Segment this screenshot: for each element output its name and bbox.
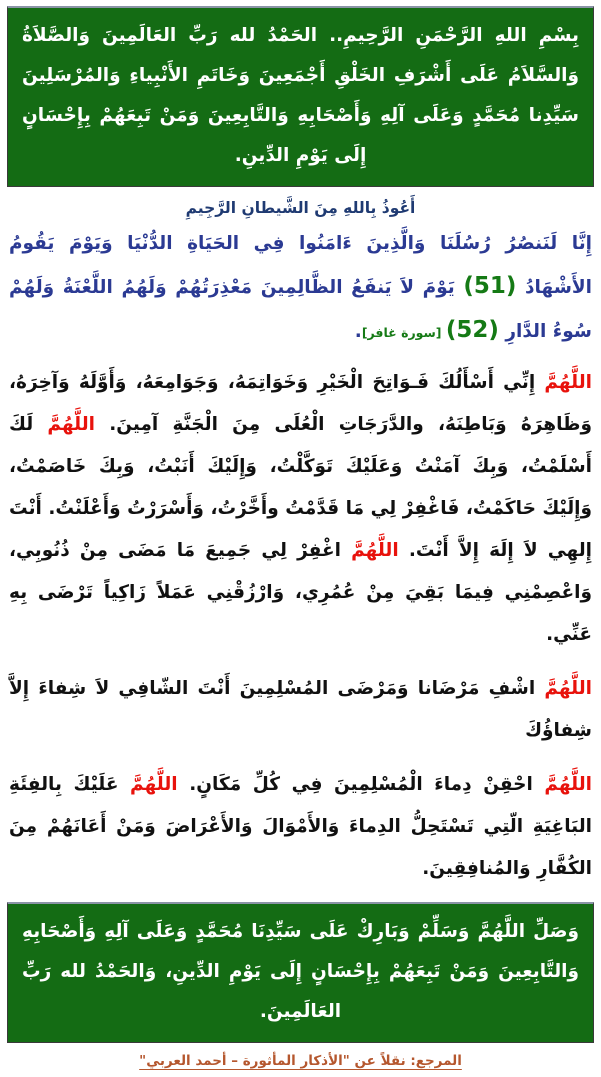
dua-text: اغْفِرْ لِي جَمِيعَ مَا مَضَى مِنْ ذُنُوبِي، وَاعْصِمْنِي فِيمَا بَقِيَ مِنْ عُمُرِي، وَارْزُقْنِي عَمَلاً زَاكِياً تَرْضَى بِهِ عَنِّي. [9, 540, 592, 645]
dua-text: عَلَيْكَ بِالفِئَةِ البَاغِيَةِ الّتِي تَسْتَحِلُّ الدِماءَ وَالأَمْوَالَ وَالأَعْرَاضَ وَمَنْ أَعَانَهُمْ مِنَ الكُفَّارِ وَالمُنافِقِينَ. [9, 774, 592, 879]
allahumma-word: اللَّهُمَّ [33, 414, 95, 435]
source-attribution: المرجع: نقلاً عن "الأذكار المأثورة – أحمد العربي" [139, 1053, 462, 1069]
salawat-closing-text: وَصَلِّ اللَّهُمَّ وَسَلِّمْ وَبَارِكْ عَلَى سَيِّدِنَا مُحَمَّدٍ وَعَلَى آلِهِ وَأَصْحَابِهِ وَالتَّابِعِينَ وَمَنْ تَبِعَهُمْ بِإِحْسَانٍ إِلَى يَوْمِ الدِّينِ، وَالحَمْدُ لله رَبِّ العَالَمِينَ. [22, 921, 579, 1022]
ayah-number-51: (51) [463, 273, 517, 299]
dua-paragraph-shifa [9, 668, 592, 752]
allahumma-word: اللَّهُمَّ [118, 774, 178, 795]
dua-text: إِنِّي أَسْأَلُكَ فَـوَاتِحَ الْخَيْرِ وَخَوَاتِمَهُ، وَجَوَامِعَهُ، وَأَوَّلَهُ وَآخِرَهُ، وَظَاهِرَهُ وَبَاطِنَهُ، والدَّرَجَاتِ الْعُلَى مِنَ الْجَنَّةِ آمِينَ. [9, 372, 592, 435]
verse-end-period: . [354, 321, 362, 342]
dua-paragraph-openings [9, 362, 592, 656]
allahumma-word: اللَّهُمَّ [532, 774, 592, 795]
verse-text-part2: يَوْمَ لاَ يَنفَعُ الظَّالِمِينَ مَعْذِرَتُهُمْ وَلَهُمُ اللَّعْنَةُ وَلَهُمْ سُوءُ الدَّارِ [9, 277, 592, 342]
dua-text: لَكَ أَسْلَمْتُ، وَبِكَ آمَنْتُ وَعَلَيْكَ تَوَكَّلْتُ، وَإِلَيْكَ أَنَبْتُ، وَبِكَ خَاصَمْتُ، وَإِلَيْكَ حَاكَمْتُ، فَاغْفِرْ لِي مَا قَدَّمْتُ وأَخَّرْتُ، وَأَسْرَرْتُ وَأَعْلَنْتُ. أَنْتَ إِلهِي لاَ إِلَهَ إِلاَّ أَنْتَ. [9, 414, 592, 561]
dua-text: احْقِنْ دِماءَ الْمُسْلِمِينَ فِي كُلِّ مَكَانٍ. [177, 774, 533, 795]
surah-reference: [سورة غافر] [361, 325, 446, 340]
allahumma-word: اللَّهُمَّ [535, 372, 592, 393]
istiadha-line: أَعُوذُ بِاللهِ مِنَ الشَّيطانِ الرَّجِيمِ [185, 199, 416, 217]
verse-text-part1: إِنَّا لَنَنصُرُ رُسُلَنَا وَالَّذِينَ ءَامَنُوا فِي الحَيَاةِ الدُّنْيَا وَيَوْمَ يَقُومُ الأَشْهَادُ [9, 233, 593, 298]
allahumma-word: اللَّهُمَّ [535, 678, 592, 699]
dua-text: اشْفِ مَرْضَانا وَمَرْضَى المُسْلِمِينَ أَنْتَ الشّافِي لاَ شِفاءَ إِلاَّ شِفاؤُكَ [9, 678, 592, 741]
allahumma-word: اللَّهُمَّ [340, 540, 399, 561]
quran-verse-paragraph [9, 223, 592, 354]
basmala-praise-text: بِسْمِ اللهِ الرَّحْمَنِ الرَّحِيمِ.. الحَمْدُ لله رَبِّ العَالَمِينَ وَالصَّلاَةُ وَالسَّلاَمُ عَلَى أَشْرَفِ الخَلْقِ أَجْمَعِينَ وَخَاتَمِ الأَنْبِياءِ وَالمُرْسَلِينَ سَيِّدِنا مُحَمَّدٍ وَعَلَى آلِهِ وَأَصْحَابِهِ وَالتَّابِعِينَ وَمَنْ تَبِعَهُمْ بِإِحْسَانٍ إِلَى يَوْمِ الدِّينِ. [22, 25, 579, 166]
footer-banner [7, 902, 594, 1043]
header-banner [7, 6, 594, 187]
ayah-number-52: (52) [445, 317, 499, 343]
dua-paragraph-protection [9, 764, 592, 890]
